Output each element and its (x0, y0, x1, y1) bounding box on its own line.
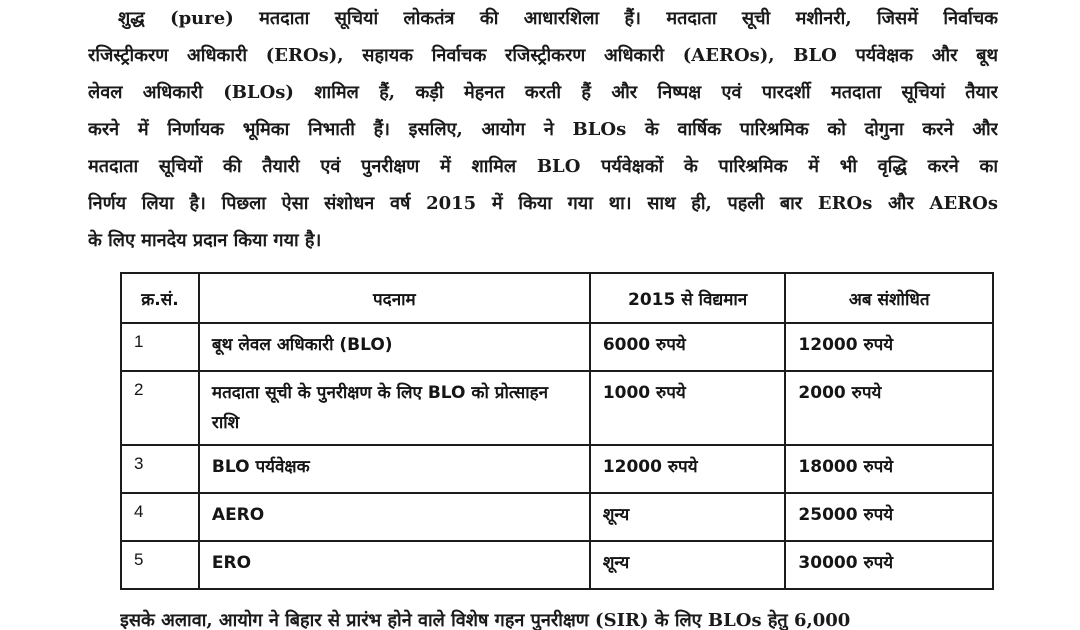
designation-cell: मतदाता सूची के पुनरीक्षण के लिए BLO को प्रोत्साहन राशि (199, 371, 590, 445)
existing-amount-cell: 1000 रुपये (590, 371, 786, 445)
existing-amount-cell: शून्य (590, 493, 786, 541)
continuation-text-line: इसके अलावा, आयोग ने बिहार से प्रारंभ होने वाले विशेष गहन पुनरीक्षण (SIR) के लिए BLOs हेतु 6,000 (120, 610, 851, 630)
paragraph-line: रजिस्ट्रीकरण अधिकारी (EROs), सहायक निर्वाचक रजिस्ट्रीकरण अधिकारी (AEROs), BLO पर्यवेक्षक और बूथ (88, 45, 998, 66)
designation-cell: BLO पर्यवेक्षक (199, 445, 590, 493)
revised-amount-cell: 12000 रुपये (785, 323, 993, 371)
paragraph-line: के लिए मानदेय प्रदान किया गया है। (88, 230, 322, 251)
paragraph-line: करने में निर्णायक भूमिका निभाती हैं। इसलिए, आयोग ने BLOs के वार्षिक पारिश्रमिक को दोगुना करने और (88, 119, 998, 140)
header-serial-number: क्र.सं. (121, 273, 199, 323)
paragraph-line: शुद्ध (pure) मतदाता सूचियां लोकतंत्र की आधारशिला हैं। मतदाता सूची मशीनरी, जिसमें निर्वाचक (118, 8, 998, 29)
intro-paragraph (88, 0, 998, 259)
table-row (121, 445, 993, 493)
table-row (121, 493, 993, 541)
designation-cell: AERO (199, 493, 590, 541)
designation-cell: बूथ लेवल अधिकारी (BLO) (199, 323, 590, 371)
revised-amount-cell: 18000 रुपये (785, 445, 993, 493)
serial-number-cell: 5 (121, 541, 199, 589)
remuneration-table (120, 272, 994, 590)
paragraph-line: निर्णय लिया है। पिछला ऐसा संशोधन वर्ष 2015 में किया गया था। साथ ही, पहली बार EROs और AEROs (88, 193, 998, 214)
header-existing-since-2015: 2015 से विद्यमान (590, 273, 786, 323)
table-row (121, 541, 993, 589)
revised-amount-cell: 25000 रुपये (785, 493, 993, 541)
table-row (121, 323, 993, 371)
table-row (121, 371, 993, 445)
designation-cell: ERO (199, 541, 590, 589)
table-header-row (121, 273, 993, 323)
serial-number-cell: 1 (121, 323, 199, 371)
paragraph-line: मतदाता सूचियों की तैयारी एवं पुनरीक्षण में शामिल BLO पर्यवेक्षकों के पारिश्रमिक में भी वृद्धि करने का (88, 156, 998, 177)
header-designation: पदनाम (199, 273, 590, 323)
serial-number-cell: 2 (121, 371, 199, 445)
paragraph-line: लेवल अधिकारी (BLOs) शामिल हैं, कड़ी मेहनत करती हैं और निष्पक्ष एवं पारदर्शी मतदाता सूचियां तैयार (88, 82, 998, 103)
serial-number-cell: 4 (121, 493, 199, 541)
header-now-revised: अब संशोधित (785, 273, 993, 323)
existing-amount-cell: 6000 रुपये (590, 323, 786, 371)
existing-amount-cell: शून्य (590, 541, 786, 589)
existing-amount-cell: 12000 रुपये (590, 445, 786, 493)
revised-amount-cell: 2000 रुपये (785, 371, 993, 445)
revised-amount-cell: 30000 रुपये (785, 541, 993, 589)
serial-number-cell: 3 (121, 445, 199, 493)
